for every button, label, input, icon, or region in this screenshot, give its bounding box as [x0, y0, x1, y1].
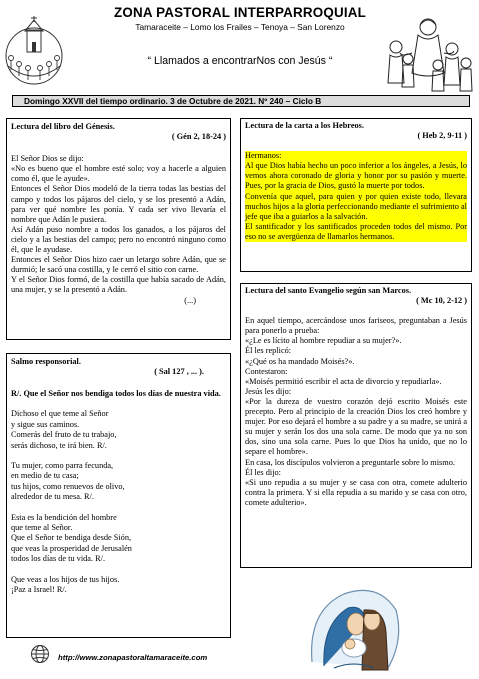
gospel-line: En aquel tiempo, acercándose unos fariseos, preguntaban a Jesús para ponerlo a prueba: [245, 316, 467, 336]
psalm-line: serás dichoso, te irá bien. R/. [11, 440, 107, 450]
website-link[interactable]: http://www.zonapastoraltamaraceite.com [58, 653, 208, 662]
responsorial-psalm [6, 353, 231, 638]
psalm-line: que teme al Señor. [11, 522, 73, 532]
genesis-line: El Señor Dios se dijo: [11, 154, 84, 164]
genesis-reference: ( Gén 2, 18-24 ) [171, 132, 226, 142]
psalm-line: Esta es la bendición del hombre [11, 512, 117, 522]
holy-family-drawing [304, 580, 404, 676]
psalm-reference: ( Sal 127 , ... ). [154, 367, 204, 377]
genesis-line: Entonces el Señor Dios modeló de la tierra todas las bestias del campo y todos los pájaros del cielo, y se los presentó a Adán, para ver qué nombre les ponía. Y cada ser vivo llevaría el nombre que Adán le pusiera. [11, 184, 226, 224]
hebrews-reference: ( Heb 2, 9-11 ) [417, 131, 467, 141]
gospel-line: En casa, los discípulos volvieron a preguntarle sobre lo mismo. [245, 457, 455, 467]
genesis-title: Lectura del libro del Génesis. [11, 122, 115, 131]
parishes-subtitle: Tamaraceite – Lomo los Frailes – Tenoya – San Lorenzo [135, 22, 345, 32]
psalm-line: Que el Señor te bendiga desde Sión, [11, 533, 132, 543]
genesis-ellipsis: (...) [184, 295, 196, 305]
psalm-line: Tu mujer, como parra fecunda, [11, 460, 114, 470]
reading-genesis [6, 118, 231, 340]
jesus-with-children-drawing [382, 13, 474, 93]
genesis-line: Así Adán puso nombre a todos los ganados, a los pájaros del cielo y a las bestias del campo; pero no encontró ninguno como él, que le ayudase. [11, 224, 226, 255]
psalm-line: Comerás del fruto de tu trabajo, [11, 430, 117, 440]
hebrews-line: Convenía que aquel, para quien y por quien existe todo, llevara muchos hijos a la gloria perfeccionando mediante el sufrimiento al jefe que iba a guiarlos a la salvación. [245, 191, 467, 221]
psalm-stanza [11, 409, 226, 451]
psalm-line: en medio de tu casa; [11, 471, 79, 481]
psalm-line: y sigue sus caminos. [11, 419, 80, 429]
gospel-line: Él les dijo: [245, 467, 281, 477]
gospel-reference: ( Mc 10, 2-12 ) [416, 296, 467, 306]
psalm-title: Salmo responsorial. [11, 357, 81, 366]
hebrews-greeting: Hermanos: [245, 151, 467, 161]
globe-icon [30, 644, 50, 664]
hebrews-line: El santificador y los santificados proceden todos del mismo. Por eso no se avergüenza de llamarlos hermanos. [245, 221, 467, 241]
church-community-logo [3, 16, 65, 88]
hebrews-title: Lectura de la carta a los Hebreos. [245, 121, 364, 130]
gospel-line: «¿Le es lícito al hombre repudiar a su mujer?». [245, 336, 402, 346]
psalm-stanza [11, 461, 226, 503]
dateline-banner: Domingo XXVII del tiempo ordinario. 3 de Octubre de 2021. Nº 240 – Ciclo B [12, 95, 470, 107]
gospel-line: Contestaron: [245, 366, 288, 376]
psalm-line: que veas la prosperidad de Jerusalén [11, 543, 132, 553]
gospel-line: «¿Qué os ha mandado Moisés?». [245, 356, 355, 366]
gospel-mark [240, 283, 472, 568]
motto: “ Llamados a encontrarNos con Jesús “ [147, 55, 333, 67]
zone-title: ZONA PASTORAL INTERPARROQUIAL [113, 5, 367, 20]
genesis-line: Y el Señor Dios formó, de la costilla que había sacado de Adán, una mujer, y se la presentó a Adán. [11, 275, 226, 295]
page-header [0, 0, 479, 95]
genesis-line: Entonces el Señor Dios hizo caer un letargo sobre Adán, que se durmió; le sacó una costilla, y le cerró el sitio con carne. [11, 255, 226, 275]
psalm-line: Dichoso el que teme al Señor [11, 409, 109, 419]
psalm-line: todos los días de tu vida. R/. [11, 554, 106, 564]
psalm-line: ¡Paz a Israel! R/. [11, 584, 67, 594]
psalm-line: tus hijos, como renuevos de olivo, [11, 481, 125, 491]
reading-hebrews [240, 118, 472, 272]
hebrews-line: Al que Dios había hecho un poco inferior a los ángeles, a Jesús, lo vemos ahora coronado de gloria y honor por su pasión y muerte. Pues, por la gracia de Dios, gustó la muerte por todos. [245, 161, 467, 191]
gospel-line: «Por la dureza de vuestro corazón dejó escrito Moisés este precepto. Pero al principio de la creación Dios los creó hombre y mujer. Por eso dejará el hombre a su padre y a su madre, se unirá a su mujer y serán los dos una sola carne. De modo que ya no son dos, sino una sola carne. Pues lo que Dios ha unido, que no lo separe el hombre». [245, 396, 467, 457]
gospel-line: Jesús les dijo: [245, 386, 292, 396]
psalm-response: R/. Que el Señor nos bendiga todos los días de nuestra vida. [11, 389, 221, 399]
psalm-stanza [11, 513, 226, 565]
gospel-line: Él les replicó: [245, 346, 292, 356]
psalm-line: Que veas a los hijos de tus hijos. [11, 574, 120, 584]
psalm-stanza [11, 575, 226, 596]
gospel-line: «Moisés permitió escribir el acta de divorcio y repudiarla». [245, 376, 442, 386]
genesis-line: «No es bueno que el hombre esté solo; voy a hacerle a alguien como él, que le ayude». [11, 164, 226, 184]
psalm-line: alrededor de tu mesa. R/. [11, 492, 94, 502]
gospel-line: «Si uno repudia a su mujer y se casa con otra, comete adulterio contra la primera. Y si ella repudia a su marido y se casa con otro, comete adulterio». [245, 477, 467, 507]
gospel-title: Lectura del santo Evangelio según san Marcos. [245, 286, 412, 295]
